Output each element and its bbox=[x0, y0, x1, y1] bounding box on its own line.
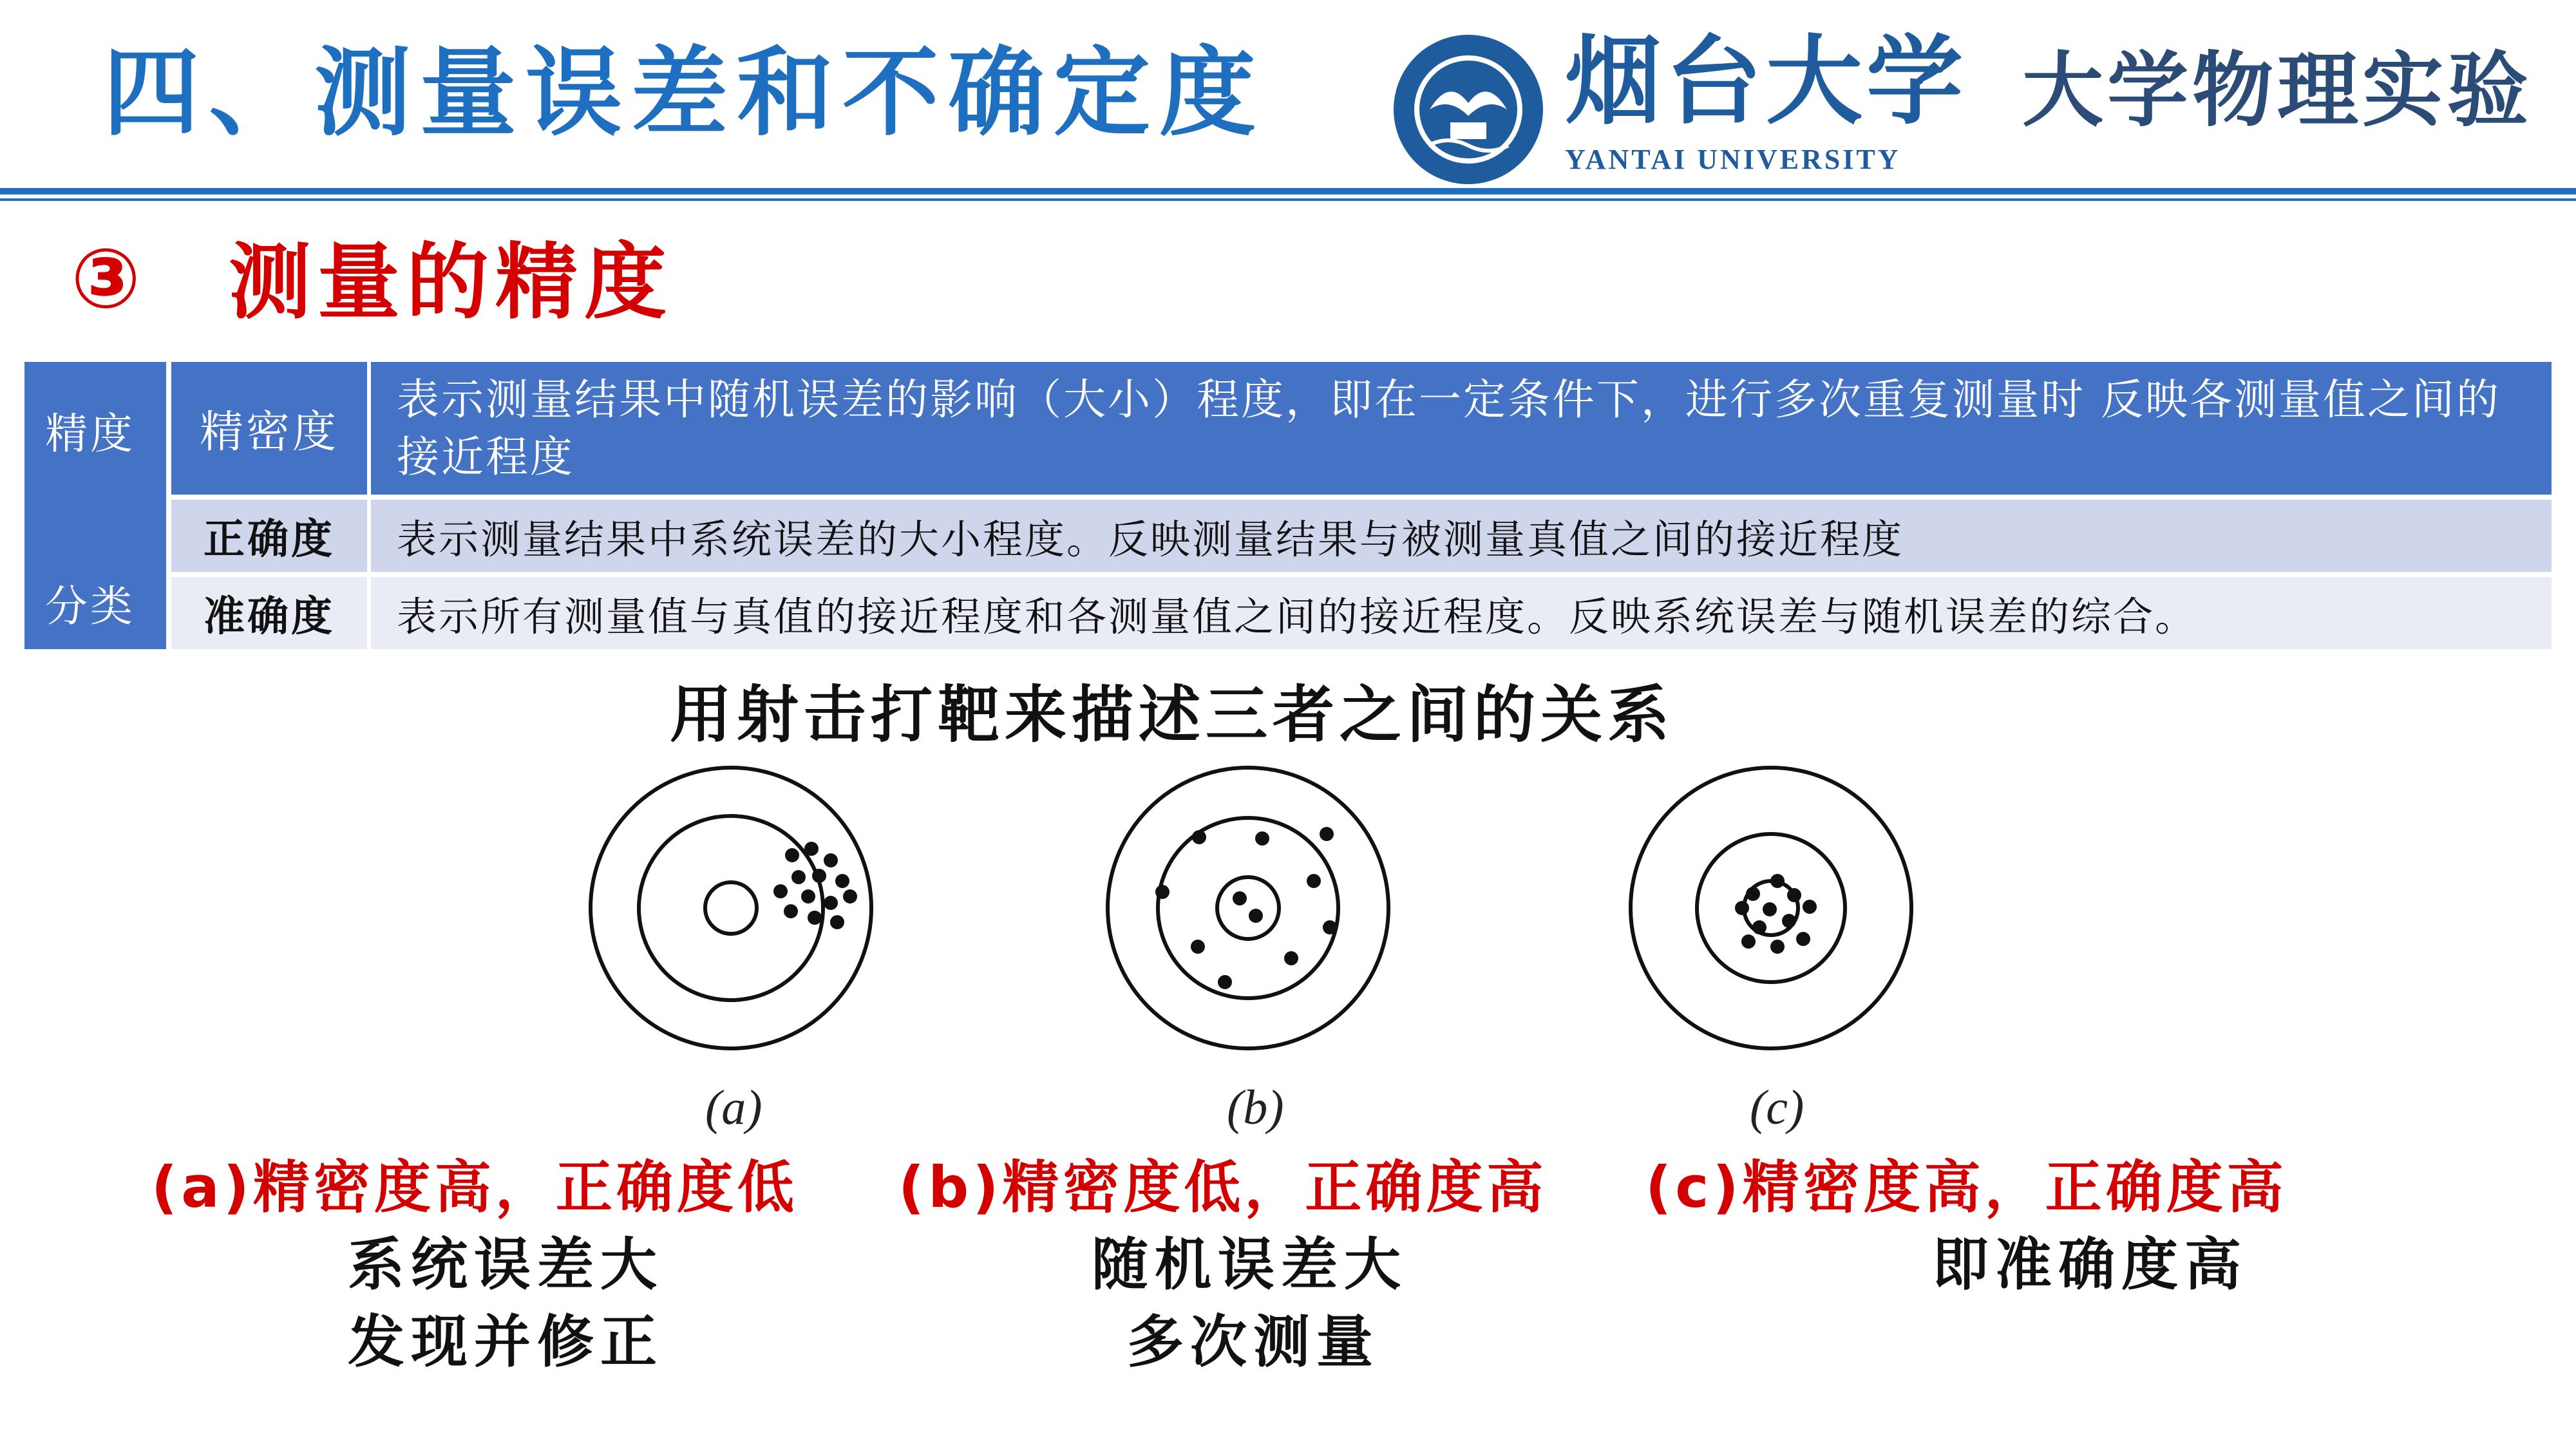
target-a bbox=[591, 768, 871, 1048]
target-diagram bbox=[567, 734, 1984, 1146]
conclusion-line: 发现并修正 bbox=[348, 1309, 664, 1375]
target-label-a: (a) bbox=[705, 1081, 762, 1135]
target-label-b: (b) bbox=[1227, 1081, 1284, 1135]
conclusion-line: 随机误差大 bbox=[1092, 1231, 1408, 1298]
university-seal-icon bbox=[1391, 32, 1546, 187]
table-definition-cell: 表示测量结果中随机误差的影响（大小）程度，即在一定条件下，进行多次重复测量时 反映各测量值之间的接近程度 bbox=[371, 362, 2552, 495]
conclusion-heading-b: (b)精密度低，正确度高 bbox=[898, 1154, 1548, 1220]
conclusion-line: 多次测量 bbox=[1127, 1309, 1380, 1375]
section-title: 四、测量误差和不确定度 bbox=[103, 37, 1265, 149]
target-b bbox=[1108, 768, 1388, 1048]
conclusion-line: 即准确度高 bbox=[1932, 1231, 2248, 1298]
header-divider bbox=[0, 188, 2576, 194]
table-definition-cell: 表示测量结果中系统误差的大小程度。反映测量结果与被测量真值之间的接近程度 bbox=[371, 500, 2552, 572]
table-definition-cell: 表示所有测量值与真值的接近程度和各测量值之间的接近程度。反映系统误差与随机误差的综合。 bbox=[371, 577, 2552, 649]
subtitle-text: 测量的精度 bbox=[229, 234, 674, 330]
side-label-precision: 精度 bbox=[45, 409, 135, 459]
conclusion-heading-c: (c)精密度高，正确度高 bbox=[1645, 1154, 2287, 1220]
table-term-cell: 精密度 bbox=[171, 362, 367, 495]
figure-caption: 用射击打靶来描述三者之间的关系 bbox=[670, 679, 1674, 751]
course-title: 大学物理实验 bbox=[2022, 43, 2532, 138]
subtitle-number: ③ bbox=[71, 231, 141, 327]
table-term-cell: 准确度 bbox=[171, 577, 367, 649]
target-c bbox=[1631, 768, 1911, 1048]
university-name-cn: 烟台大学 bbox=[1565, 24, 1967, 138]
header-divider-thin bbox=[0, 198, 2576, 201]
university-name-en: YANTAI UNIVERSITY bbox=[1565, 144, 1901, 175]
conclusion-line: 系统误差大 bbox=[348, 1231, 664, 1298]
conclusion-heading-a: (a)精密度高，正确度低 bbox=[151, 1154, 798, 1220]
target-label-c: (c) bbox=[1750, 1081, 1804, 1135]
side-label-category: 分类 bbox=[45, 582, 135, 631]
table-term-cell: 正确度 bbox=[171, 500, 367, 572]
